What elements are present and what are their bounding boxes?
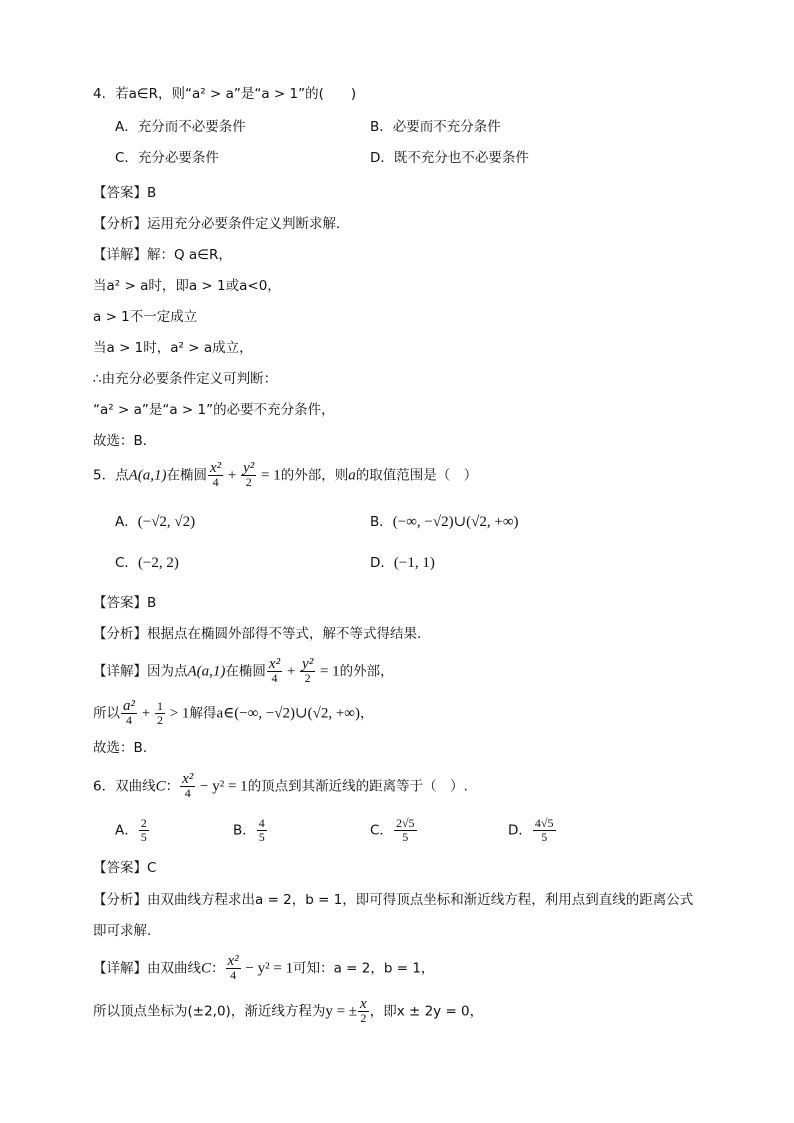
q4-detail-4: 当a > 1时，a² > a成立， [93, 340, 253, 356]
q5-detail-2: 所以 $\frac{\text{a²}}{4}$ + $\frac{1}{2}$ > 1解得a∈(−∞, −√2)∪(√2, +∞)， [93, 698, 374, 727]
q5-detail-1: 【详解】因为点A(a,1)在椭圆 $\frac{\text{x²}}{4}$ + $\frac{\text{y²}}{2}$ = 1的外部， [93, 656, 394, 685]
q4-detail-7: 故选：B． [93, 433, 157, 449]
q4-option-b: B．必要而不充分条件 [370, 119, 501, 135]
q4-option-a: A．充分而不必要条件 [115, 119, 246, 135]
q6-detail-2: 所以顶点坐标为(±2,0)，渐近线方程为y = ± $\frac{x}{2}$ ，即x ± 2y = 0， [93, 996, 484, 1025]
q4-detail-3: a > 1不一定成立 [93, 309, 198, 325]
q4-option-c: C．充分必要条件 [115, 150, 219, 166]
q6-stem: 6．双曲线C： $\frac{\text{x²}}{4}$ − y² = 1的顶点到其渐近线的距离等于（ ）. [93, 771, 468, 800]
q4-stem: 4．若a∈R，则“a² > a”是“a > 1”的( ) [93, 86, 357, 102]
q6-analysis-2: 即可求解. [93, 923, 152, 939]
q4-detail-5: ∴由充分必要条件定义可判断： [93, 371, 278, 387]
q6-option-a: A． $\frac{2}{5}$ [115, 816, 147, 844]
q4-detail-2: 当a² > a时，即a > 1或a<0， [93, 278, 281, 294]
q4-detail-6: “a² > a”是“a > 1”的必要不充分条件， [93, 402, 335, 418]
q6-option-b: B． $\frac{4}{5}$ [233, 816, 265, 844]
q5-detail-3: 故选：B. [93, 740, 148, 756]
q6-analysis-1: 【分析】由双曲线方程求出a = 2，b = 1，即可得顶点坐标和渐近线方程，利用点到直线的距离公式 [93, 892, 694, 908]
q6-detail-1: 【详解】由双曲线C： $\frac{\text{x²}}{4}$ − y² = 1可知：a = 2，b = 1， [93, 953, 435, 982]
q5-option-b: B．(−∞, −√2)∪(√2, +∞) [370, 514, 519, 530]
q5-option-a: A．(−√2, √2) [115, 514, 196, 530]
q6-option-d: D． $\frac{4√5}{5}$ [508, 816, 554, 844]
q4-answer: 【答案】B [93, 185, 157, 201]
q4-detail-1: 【详解】解：Q a∈R， [93, 247, 232, 263]
q6-answer: 【答案】C [93, 860, 157, 876]
q5-stem: 5．点A(a,1)在椭圆 $\frac{\text{x²}}{4}$ + $\frac{\text{y²}}{2}$ = 1的外部，则a的取值范围是（ ） [93, 460, 478, 489]
q4-analysis: 【分析】运用充分必要条件定义判断求解． [93, 216, 350, 232]
q4-option-d: D．既不充分也不必要条件 [370, 150, 529, 166]
q5-option-c: C．(−2, 2) [115, 555, 179, 571]
q6-option-c: C． $\frac{2√5}{5}$ [370, 816, 415, 844]
q5-analysis: 【分析】根据点在椭圆外部得不等式，解不等式得结果. [93, 626, 422, 642]
q5-answer: 【答案】B [93, 595, 157, 611]
q5-option-d: D．(−1, 1) [370, 555, 435, 571]
